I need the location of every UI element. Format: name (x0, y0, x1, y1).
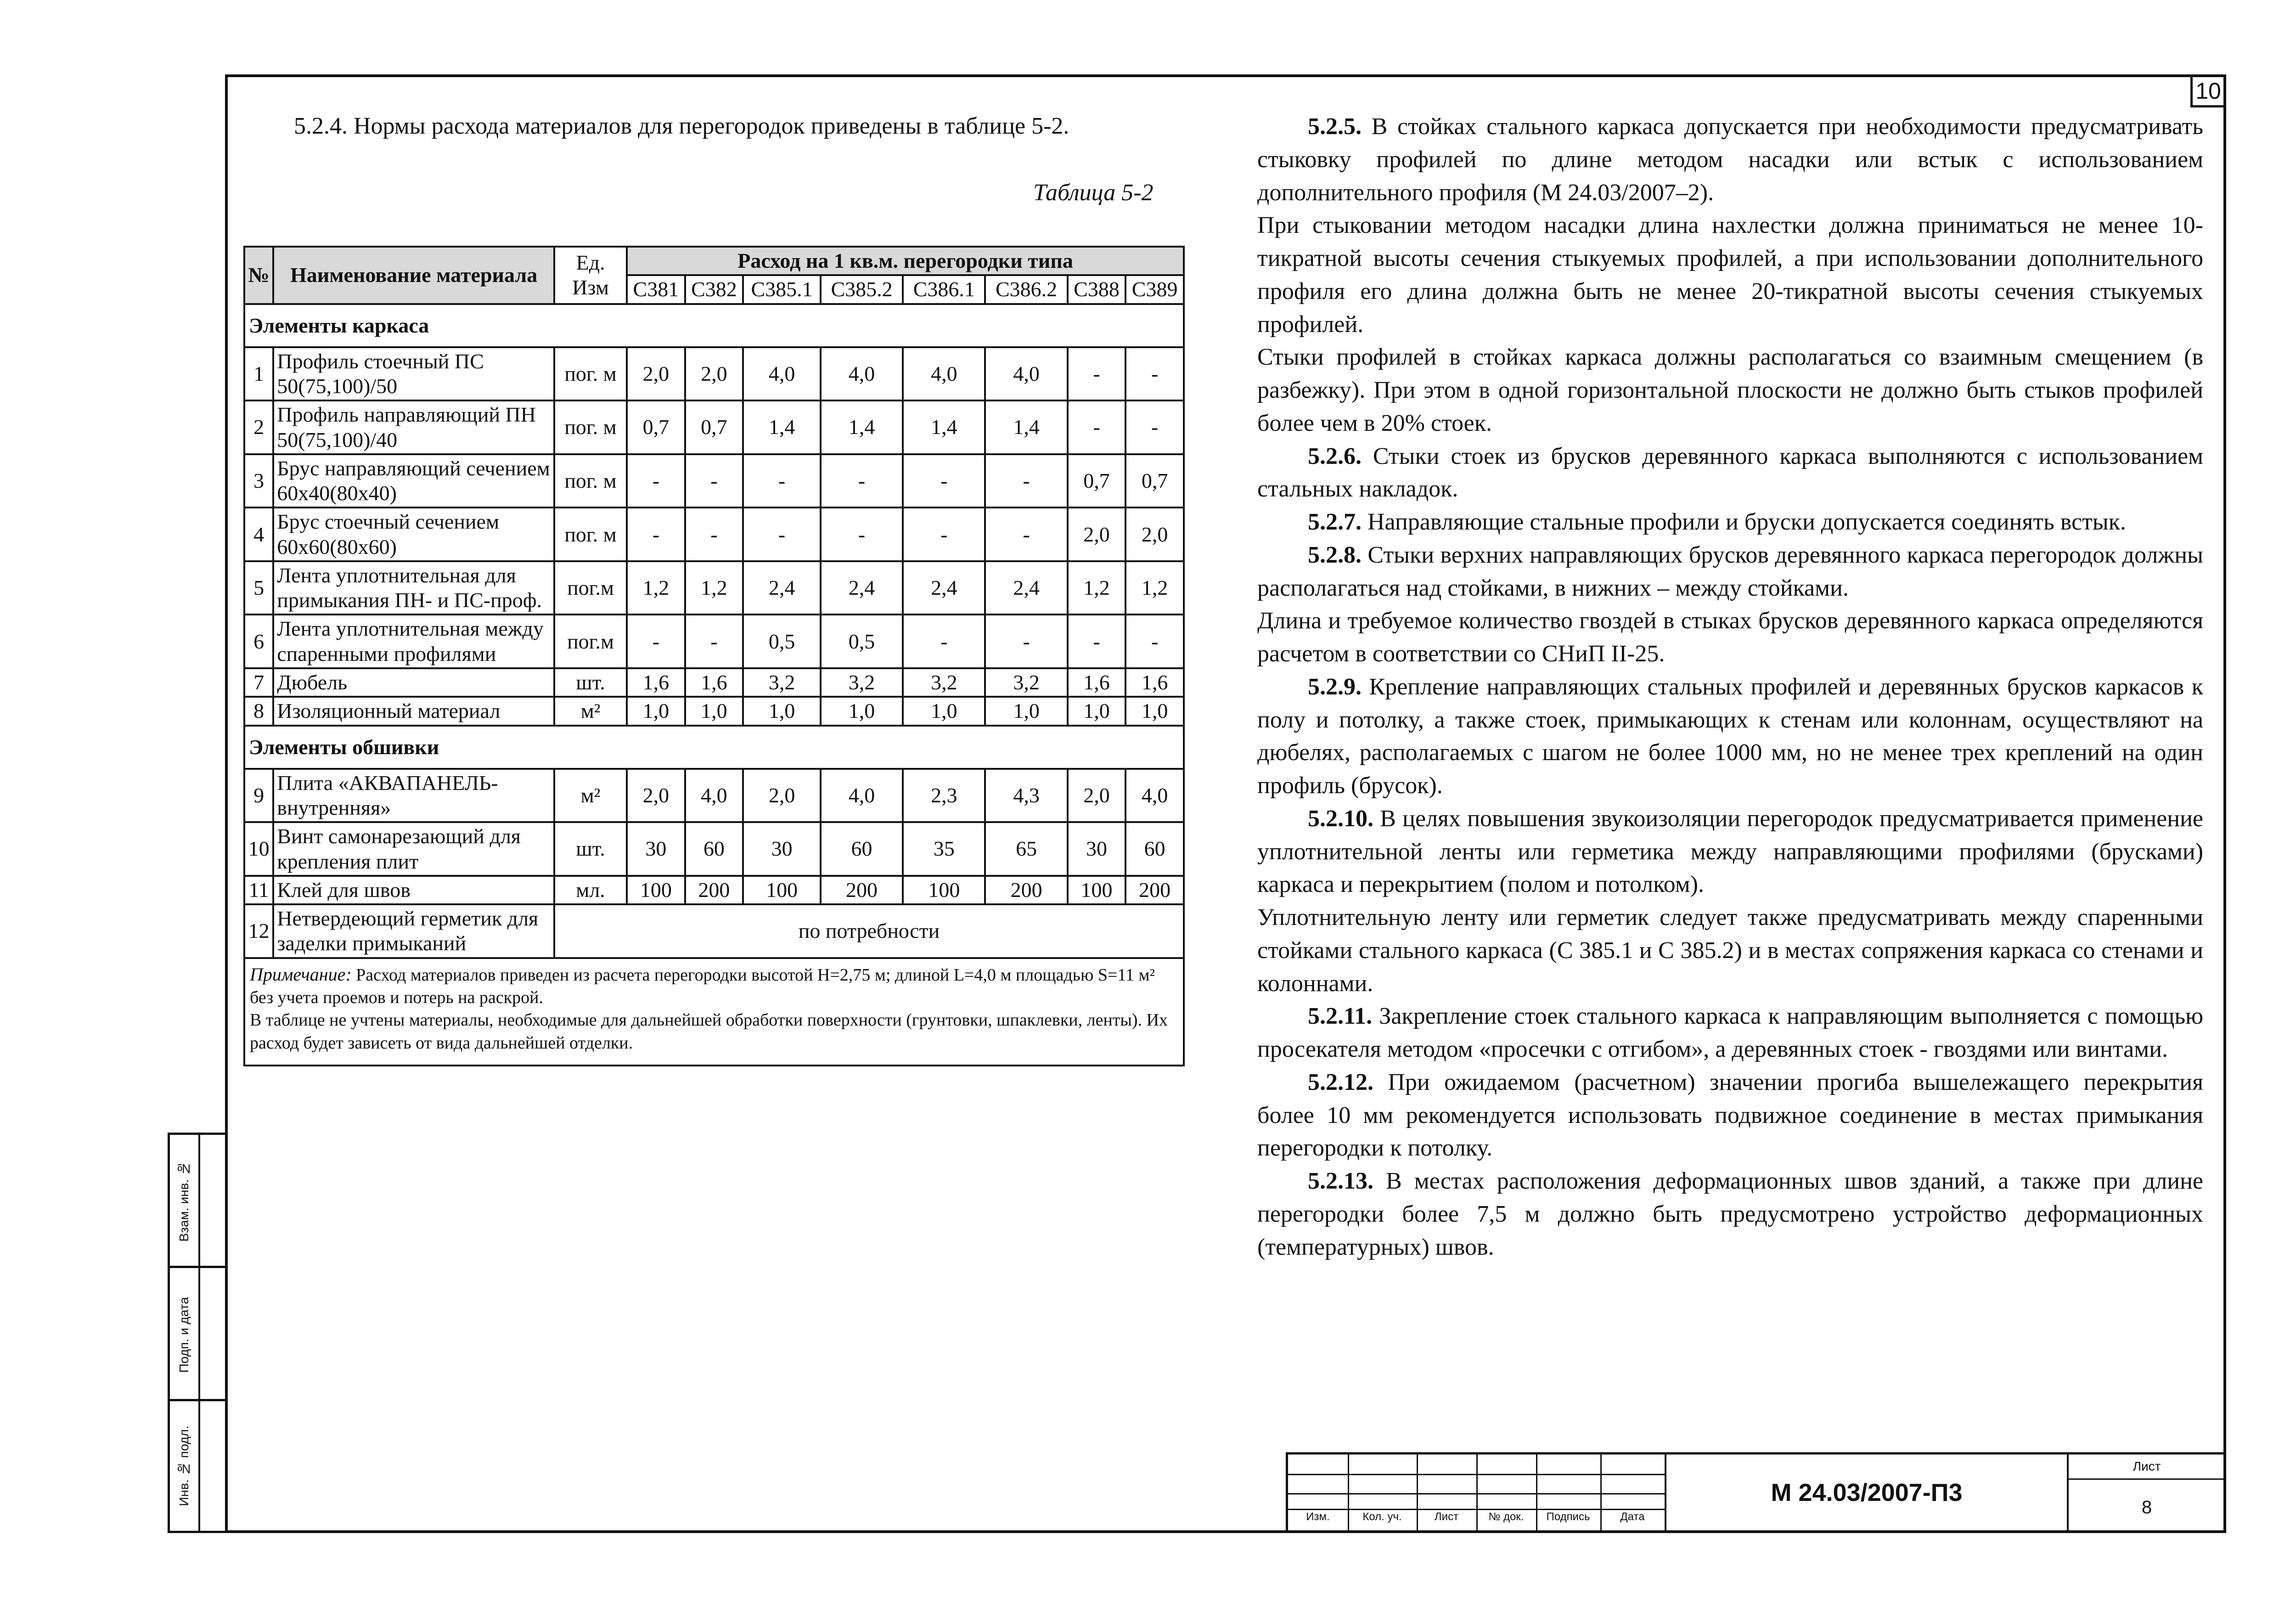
row-value: - (985, 454, 1067, 508)
row-value: - (685, 508, 743, 561)
paragraph: 5.2.7. Направляющие стальные профили и бруски допускается соединять встык. (1308, 509, 2126, 535)
paragraph: Уплотнительную ленту или герметик следует также предусматривать между спаренными стойками стального каркаса (С 385.1 и С 385.2) и в местах сопряжения каркаса со стенами и колоннами. (1257, 904, 2203, 997)
row-value: 1,0 (1068, 697, 1126, 725)
table-caption: Таблица 5-2 (1033, 180, 1154, 206)
row-value: 1,6 (1068, 668, 1126, 697)
row-value: 3,2 (743, 668, 821, 697)
row-value: 0,7 (627, 400, 685, 454)
stamp-col-label: Дата (1620, 1511, 1645, 1523)
row-value: 4,0 (821, 347, 903, 401)
section-frame-elements: Элементы каркаса (244, 304, 1184, 347)
row-name: Плита «АКВАПАНЕЛЬ-внутренняя» (273, 769, 554, 823)
row-value: - (821, 508, 903, 561)
row-value: 2,0 (1125, 508, 1184, 561)
row-value: 30 (627, 822, 685, 876)
row-value: 4,0 (903, 347, 985, 401)
row-value: 0,5 (821, 615, 903, 668)
row-unit: пог.м (554, 615, 627, 668)
row-value: 2,4 (743, 561, 821, 615)
section-intro: 5.2.4. Нормы расхода материалов для перегородок приведены в таблице 5-2. (294, 113, 1069, 139)
row-value: 1,2 (685, 561, 743, 615)
col-header-type: С382 (685, 275, 743, 304)
section-sheathing-elements: Элементы обшивки (244, 726, 1184, 769)
row-name: Брус направляющий сечением 60х40(80х40) (273, 454, 554, 508)
row-no: 6 (244, 615, 273, 668)
row-value: 1,0 (903, 697, 985, 725)
sheathing-rows (244, 769, 1184, 904)
row-value: 1,4 (903, 400, 985, 454)
row-value: 200 (685, 876, 743, 904)
row-value: 2,0 (627, 769, 685, 823)
row-no: 4 (244, 508, 273, 561)
row-value: 0,5 (743, 615, 821, 668)
row-value: 1,0 (627, 697, 685, 725)
note-label: Примечание: (250, 964, 352, 985)
row-value: 2,0 (743, 769, 821, 823)
row-value: 2,3 (903, 769, 985, 823)
row-value: 4,0 (743, 347, 821, 401)
row-no: 3 (244, 454, 273, 508)
row-value: 0,7 (1068, 454, 1126, 508)
row-value: 1,0 (1125, 697, 1184, 725)
row-value: 1,4 (821, 400, 903, 454)
paragraph: 5.2.6. Стыки стоек из брусков деревянного каркаса выполняются с использованием стальных накладок. (1257, 443, 2203, 502)
row-unit: пог. м (554, 400, 627, 454)
row-value: 100 (903, 876, 985, 904)
row-unit: шт. (554, 668, 627, 697)
document-number: М 24.03/2007-П3 (1665, 1455, 2069, 1531)
table-row (244, 454, 1184, 508)
row-no: 10 (244, 822, 273, 876)
col-header-group: Расход на 1 кв.м. перегородки типа (627, 247, 1184, 275)
row-value: - (903, 508, 985, 561)
row-name: Профиль направляющий ПН 50(75,100)/40 (273, 400, 554, 454)
page-number-box: 10 (2190, 74, 2226, 107)
row-value: - (1068, 615, 1126, 668)
row-value: 60 (1125, 822, 1184, 876)
row-unit: пог. м (554, 347, 627, 401)
row-value: - (985, 615, 1067, 668)
row-unit: пог. м (554, 508, 627, 561)
row-value: 60 (821, 822, 903, 876)
row-value: - (627, 454, 685, 508)
table-row (244, 822, 1184, 876)
row-value: 3,2 (821, 668, 903, 697)
row-value: 200 (821, 876, 903, 904)
row-name: Изоляционный материал (273, 697, 554, 725)
row-no: 5 (244, 561, 273, 615)
col-header-type: С386.1 (903, 275, 985, 304)
row-value: 2,0 (1068, 769, 1126, 823)
row-value: 2,0 (627, 347, 685, 401)
row-value: - (1068, 400, 1126, 454)
stamp-col-label: Лист (1434, 1511, 1459, 1523)
table-row (244, 904, 1184, 958)
paragraph: 5.2.8. Стыки верхних направляющих брусков деревянного каркаса перегородок должны располагаться над стойками, в нижних – между стойками. (1257, 541, 2203, 601)
row-value: 100 (743, 876, 821, 904)
row-no: 2 (244, 400, 273, 454)
row-value: 35 (903, 822, 985, 876)
row-value: - (1068, 347, 1126, 401)
table-row (244, 668, 1184, 697)
table-row (244, 876, 1184, 904)
row-value: 4,0 (1125, 769, 1184, 823)
paragraph: 5.2.10. В целях повышения звукоизоляции перегородок предусматривается применение уплотнительной ленты или герметика между направляющими профилями (брусками) каркаса и перекрытием (полом и потолком). (1257, 805, 2204, 898)
table-row (244, 769, 1184, 823)
row-value: - (985, 508, 1067, 561)
row-name: Лента уплотнительная для примыкания ПН- и ПС-проф. (273, 561, 554, 615)
row-name: Лента уплотнительная между спаренными профилями (273, 615, 554, 668)
col-header-no: № (244, 247, 273, 304)
sidebar-label-replacement: Взам. инв. № (177, 1161, 191, 1242)
paragraph: 5.2.13. В местах расположения деформационных швов зданий, а также при длине перегородки более 7,5 м должно быть предусмотрено устройство деформационных (температурных) швов. (1257, 1168, 2203, 1260)
row-value: 2,0 (1068, 508, 1126, 561)
sidebar-label-signature: Подп. и дата (177, 1297, 191, 1373)
table-row (244, 697, 1184, 725)
row-value: 4,0 (685, 769, 743, 823)
right-column-text (1257, 110, 2203, 1263)
row-value: 2,4 (821, 561, 903, 615)
row-unit: пог.м (554, 561, 627, 615)
row-value: 1,4 (985, 400, 1067, 454)
row-unit: мл. (554, 876, 627, 904)
row-value: - (743, 454, 821, 508)
row-name: Клей для швов (273, 876, 554, 904)
row-value: - (1125, 347, 1184, 401)
row-name: Дюбель (273, 668, 554, 697)
row-value: 30 (1068, 822, 1126, 876)
row-value: 1,0 (685, 697, 743, 725)
table-note (244, 958, 1184, 1066)
row-value: - (685, 615, 743, 668)
note-line-2: В таблице не учтены материалы, необходимые для дальнейшей обработки поверхности (грунтовки, шпаклевки, ленты). Их расход будет зависеть от вида дальнейшей отделки. (250, 1010, 1168, 1053)
row-no: 11 (244, 876, 273, 904)
row-value: 4,0 (985, 347, 1067, 401)
table-row (244, 615, 1184, 668)
paragraph: Стыки профилей в стойках каркаса должны располагаться со взаимным смещением (в разбежку). При этом в одной горизонтальной плоскости не должно быть стыков профилей более чем в 20% стоек. (1257, 344, 2203, 436)
row-name: Брус стоечный сечением 60х60(80х60) (273, 508, 554, 561)
col-header-name: Наименование материала (273, 247, 554, 304)
row-value: - (743, 508, 821, 561)
row-value: - (903, 615, 985, 668)
paragraph: 5.2.5. В стойках стального каркаса допускается при необходимости предусматривать стыковку профилей по длине методом насадки или встык с использованием дополнительного профиля (М 24.03/2007–2). (1257, 113, 2203, 206)
note-line-1: Расход материалов приведен из расчета перегородки высотой Н=2,75 м; длиной L=4,0 м площадью S=11 м² без учета проемов и потерь на раскрой. (250, 965, 1155, 1008)
row-value: - (1125, 400, 1184, 454)
stamp-col-label: Кол. уч. (1362, 1511, 1402, 1523)
row-no: 9 (244, 769, 273, 823)
row-value: 2,0 (685, 347, 743, 401)
col-header-type: С385.1 (743, 275, 821, 304)
row-merged-value: по потребности (554, 904, 1184, 958)
stamp-col-label: Подпись (1546, 1511, 1590, 1523)
col-header-type: С381 (627, 275, 685, 304)
col-header-type: С389 (1125, 275, 1184, 304)
paragraph: 5.2.12. При ожидаемом (расчетном) значении прогиба вышележащего перекрытия более 10 мм рекомендуется использовать подвижное соединение в местах примыкания перегородки к потолку. (1257, 1069, 2203, 1162)
row-value: - (903, 454, 985, 508)
paragraph: При стыковании методом насадки длина нахлестки должна приниматься не менее 10-тикратной высоты сечения стыкуемых профилей, а при использовании дополнительного профиля его длина должна быть не менее 20-тикратной высоты сечения стыкуемых профилей. (1257, 212, 2203, 338)
row-value: 1,0 (743, 697, 821, 725)
materials-table (243, 246, 1185, 1066)
row-value: 2,4 (903, 561, 985, 615)
sheet-cell (2069, 1455, 2225, 1531)
row-value: 30 (743, 822, 821, 876)
row-value: 1,6 (685, 668, 743, 697)
row-value: 1,2 (1068, 561, 1126, 615)
row-unit: пог. м (554, 454, 627, 508)
row-no: 12 (244, 904, 273, 958)
row-value: 1,6 (627, 668, 685, 697)
col-header-type: С386.2 (985, 275, 1067, 304)
row-value: 100 (1068, 876, 1126, 904)
table-row (244, 347, 1184, 401)
row-value: 1,4 (743, 400, 821, 454)
sidebar-label-inventory: Инв. № подл. (177, 1426, 191, 1506)
table-row (244, 561, 1184, 615)
row-unit: м² (554, 697, 627, 725)
row-unit: м² (554, 769, 627, 823)
row-no: 7 (244, 668, 273, 697)
frame-rows (244, 347, 1184, 726)
row-value: 1,2 (1125, 561, 1184, 615)
col-header-unit: Ед. Изм (554, 247, 627, 304)
row-value: - (627, 508, 685, 561)
row-value: 2,4 (985, 561, 1067, 615)
table-row (244, 508, 1184, 561)
paragraph: Длина и требуемое количество гвоздей в стыках брусков деревянного каркаса определяются расчетом в соответствии со СНиП II-25. (1257, 608, 2203, 667)
row-value: 200 (985, 876, 1067, 904)
row-value: 100 (627, 876, 685, 904)
row-name: Нетвердеющий герметик для заделки примыканий (273, 904, 554, 958)
row-value: 1,6 (1125, 668, 1184, 697)
row-value: - (1125, 615, 1184, 668)
approval-sidebar (168, 1133, 227, 1533)
row-value: 60 (685, 822, 743, 876)
row-value: 1,0 (821, 697, 903, 725)
paragraph: 5.2.9. Крепление направляющих стальных профилей и деревянных брусков каркасов к полу и потолку, а также стоек, примыкающих к стенам или колоннам, осуществляют на дюбелях, располагаемых с шагом не более 1000 мм, но не менее трех креплений на один профиль (брусок). (1257, 673, 2203, 799)
stamp-col-label: № док. (1488, 1511, 1524, 1523)
row-value: - (627, 615, 685, 668)
title-block (1286, 1452, 2226, 1533)
row-value: 4,3 (985, 769, 1067, 823)
row-value: 0,7 (685, 400, 743, 454)
row-value: 0,7 (1125, 454, 1184, 508)
row-no: 8 (244, 697, 273, 725)
col-header-type: С385.2 (821, 275, 903, 304)
row-unit: шт. (554, 822, 627, 876)
row-value: 1,0 (985, 697, 1067, 725)
sheet-value: 8 (2141, 1497, 2152, 1517)
row-value: 65 (985, 822, 1067, 876)
row-value: 1,2 (627, 561, 685, 615)
row-no: 1 (244, 347, 273, 401)
stamp-col-label: Изм. (1306, 1511, 1330, 1523)
col-header-type: С388 (1068, 275, 1126, 304)
row-name: Винт самонарезающий для крепления плит (273, 822, 554, 876)
row-value: 3,2 (903, 668, 985, 697)
row-value: - (685, 454, 743, 508)
paragraph: 5.2.11. Закрепление стоек стального каркаса к направляющим выполняется с помощью просекателя методом «просечки с отгибом», а деревянных стоек - гвоздями или винтами. (1257, 1003, 2203, 1062)
row-value: - (821, 454, 903, 508)
row-value: 3,2 (985, 668, 1067, 697)
row-value: 4,0 (821, 769, 903, 823)
sheet-label: Лист (2069, 1455, 2225, 1480)
row-name: Профиль стоечный ПС 50(75,100)/50 (273, 347, 554, 401)
row-value: 200 (1125, 876, 1184, 904)
table-row (244, 400, 1184, 454)
